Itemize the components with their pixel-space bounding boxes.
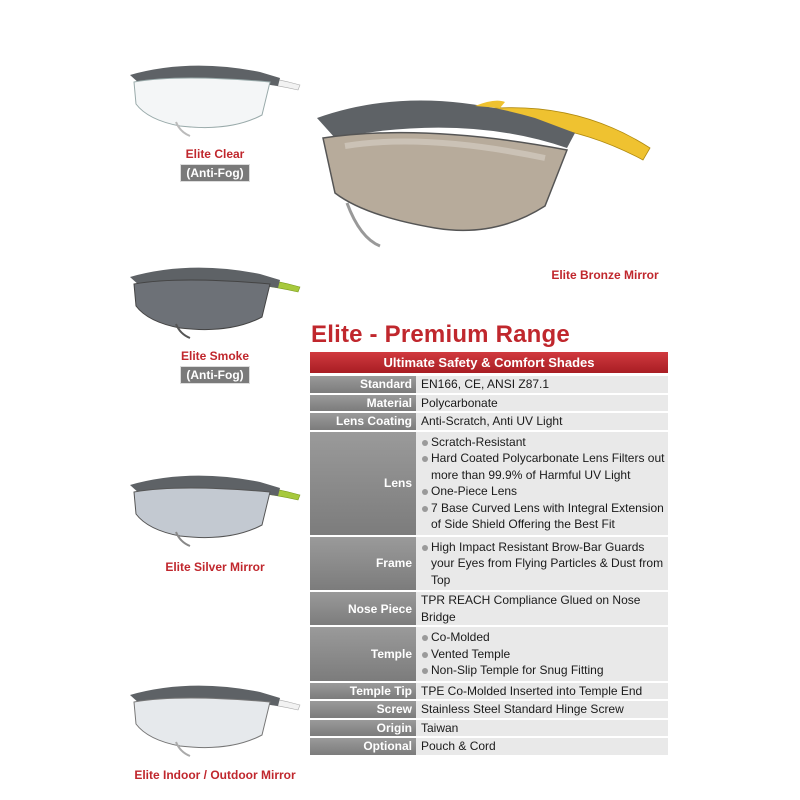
spec-row-nose-piece — [310, 592, 668, 625]
spec-bullet-list — [421, 627, 668, 681]
anti-fog-badge: (Anti-Fog) — [180, 366, 249, 384]
caption-elite-indoor-outdoor-mirror: Elite Indoor / Outdoor Mirror — [134, 768, 296, 782]
page-title: Elite - Premium Range — [311, 321, 570, 348]
caption-elite-silver-mirror: Elite Silver Mirror — [165, 560, 265, 574]
spec-label: Temple Tip — [310, 683, 416, 700]
spec-row-lens-coating — [310, 413, 668, 430]
spec-row-standard — [310, 376, 668, 393]
spec-value: Taiwan — [416, 720, 668, 737]
spec-label: Optional — [310, 738, 416, 755]
spec-value — [416, 432, 668, 535]
spec-bullet: Co-Molded — [421, 629, 668, 646]
spec-label: Nose Piece — [310, 592, 416, 625]
spec-row-origin — [310, 720, 668, 737]
spec-value: Anti-Scratch, Anti UV Light — [416, 413, 668, 430]
product-name: Elite Clear — [185, 147, 245, 161]
spec-bullet: High Impact Resistant Brow-Bar Guards your Eyes from Flying Particles & Dust from Top — [421, 539, 668, 589]
spec-label: Lens — [310, 432, 416, 535]
spec-table-header: Ultimate Safety & Comfort Shades — [310, 352, 668, 373]
elite-clear-glasses-image — [120, 60, 305, 145]
spec-value: Stainless Steel Standard Hinge Screw — [416, 701, 668, 718]
spec-label: Lens Coating — [310, 413, 416, 430]
spec-label: Frame — [310, 537, 416, 591]
spec-value: Pouch & Cord — [416, 738, 668, 755]
product-name: Elite Smoke — [180, 349, 250, 363]
spec-value — [416, 537, 668, 591]
spec-label: Standard — [310, 376, 416, 393]
spec-row-optional — [310, 738, 668, 755]
spec-label: Origin — [310, 720, 416, 737]
spec-bullet-list — [421, 537, 668, 591]
spec-value: TPE Co-Molded Inserted into Temple End — [416, 683, 668, 700]
spec-label: Material — [310, 395, 416, 412]
elite-silver-mirror-glasses-image — [120, 470, 305, 555]
spec-bullet: 7 Base Curved Lens with Integral Extension of Side Shield Offering the Best Fit — [421, 500, 668, 533]
caption-elite-clear — [140, 147, 290, 182]
spec-label: Temple — [310, 627, 416, 681]
spec-bullet: One-Piece Lens — [421, 483, 668, 500]
spec-row-lens — [310, 432, 668, 535]
spec-table — [310, 374, 668, 757]
elite-smoke-glasses-image — [120, 262, 305, 347]
spec-row-material — [310, 395, 668, 412]
elite-bronze-mirror-glasses-image — [305, 88, 655, 268]
spec-value: Polycarbonate — [416, 395, 668, 412]
spec-value: TPR REACH Compliance Glued on Nose Bridge — [416, 592, 668, 625]
spec-bullet: Hard Coated Polycarbonate Lens Filters out more than 99.9% of Harmful UV Light — [421, 450, 668, 483]
elite-indoor-outdoor-mirror-glasses-image — [120, 680, 305, 765]
spec-bullet: Non-Slip Temple for Snug Fitting — [421, 662, 668, 679]
spec-row-screw — [310, 701, 668, 718]
caption-elite-bronze-mirror: Elite Bronze Mirror — [551, 268, 659, 282]
spec-row-temple — [310, 627, 668, 681]
spec-bullet: Scratch-Resistant — [421, 434, 668, 451]
spec-bullet: Vented Temple — [421, 646, 668, 663]
spec-bullet-list — [421, 432, 668, 535]
spec-row-temple-tip — [310, 683, 668, 700]
anti-fog-badge: (Anti-Fog) — [180, 164, 249, 182]
spec-value — [416, 627, 668, 681]
caption-elite-smoke — [140, 349, 290, 384]
spec-value: EN166, CE, ANSI Z87.1 — [416, 376, 668, 393]
spec-row-frame — [310, 537, 668, 591]
spec-label: Screw — [310, 701, 416, 718]
